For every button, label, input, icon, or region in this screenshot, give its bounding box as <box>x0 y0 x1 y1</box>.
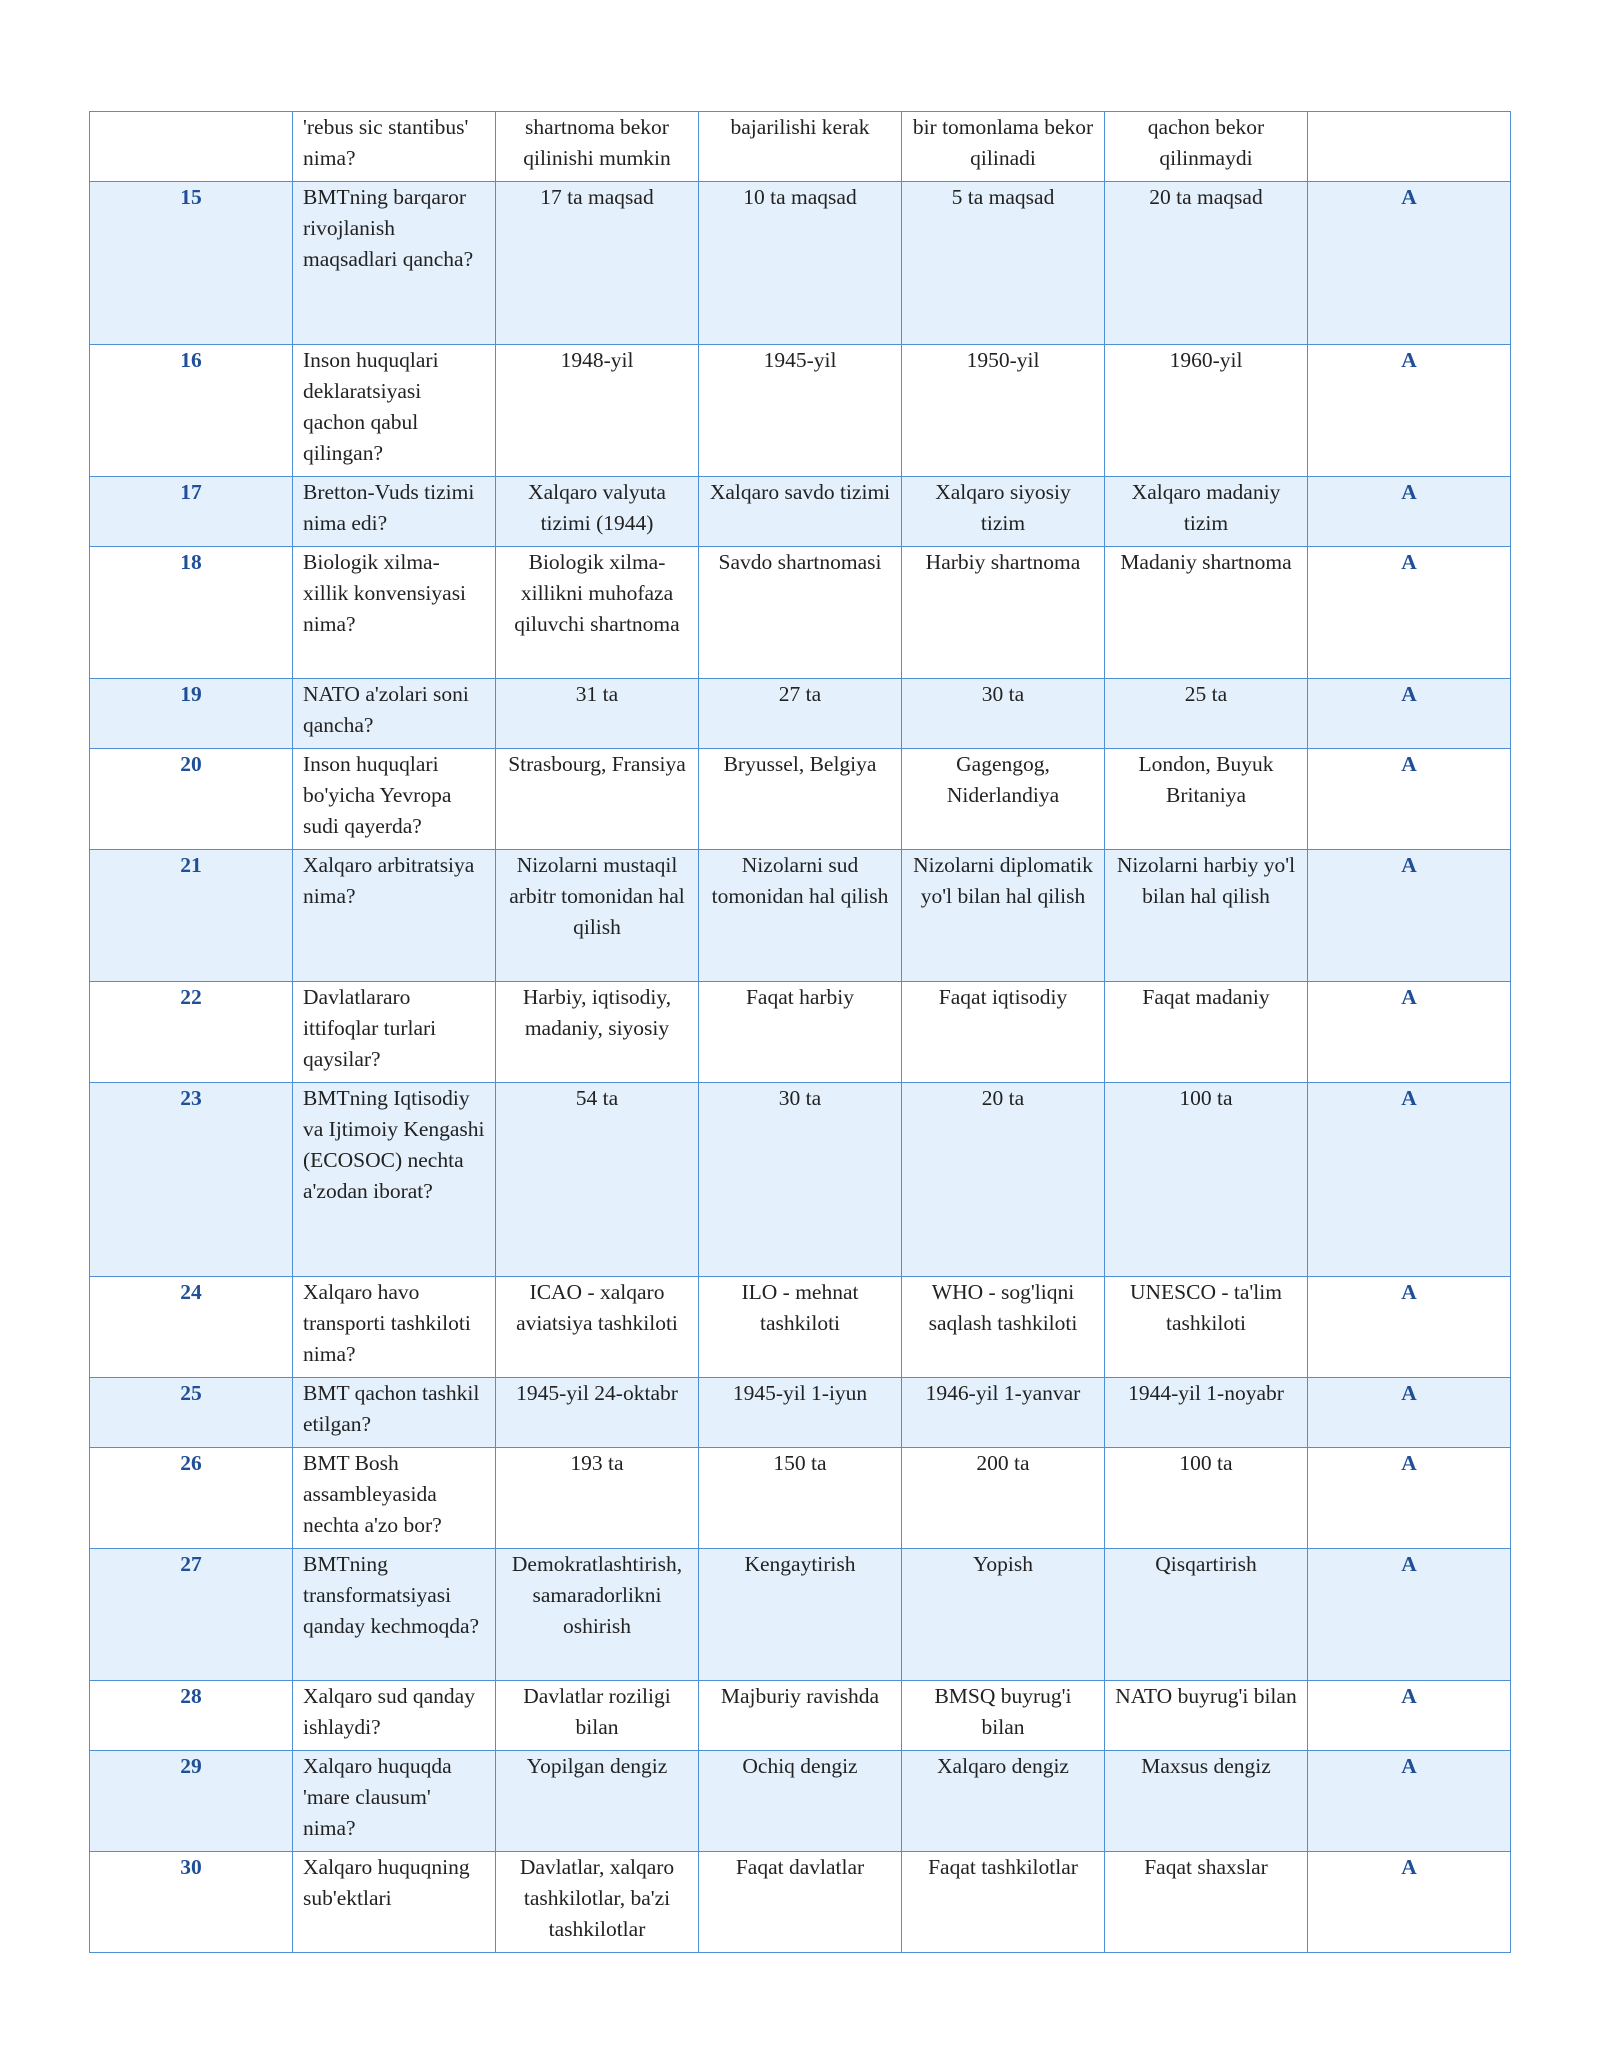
question-number: 26 <box>90 1448 293 1549</box>
option-b: bajarilishi kerak <box>699 112 902 182</box>
table-row <box>90 1378 1511 1448</box>
option-c: Xalqaro siyosiy tizim <box>902 477 1105 547</box>
question-number: 20 <box>90 749 293 850</box>
question-number: 27 <box>90 1549 293 1681</box>
option-b: 27 ta <box>699 679 902 749</box>
option-d: UNESCO - ta'lim tashkiloti <box>1105 1277 1308 1378</box>
question-number <box>90 112 293 182</box>
correct-answer: A <box>1308 1751 1511 1852</box>
option-a: Davlatlar, xalqaro tashkilotlar, ba'zi tashkilotlar <box>496 1852 699 1953</box>
option-a: 1945-yil 24-oktabr <box>496 1378 699 1448</box>
table-row <box>90 679 1511 749</box>
option-d: Madaniy shartnoma <box>1105 547 1308 679</box>
question-number: 29 <box>90 1751 293 1852</box>
question-number: 23 <box>90 1083 293 1277</box>
option-d: 25 ta <box>1105 679 1308 749</box>
question-text: BMTning Iqtisodiy va Ijtimoiy Kengashi (ECOSOC) nechta a'zodan iborat? <box>293 1083 496 1277</box>
correct-answer: A <box>1308 850 1511 982</box>
option-b: Ochiq dengiz <box>699 1751 902 1852</box>
question-text: Inson huquqlari deklaratsiyasi qachon qabul qilingan? <box>293 345 496 477</box>
option-c: Xalqaro dengiz <box>902 1751 1105 1852</box>
correct-answer: A <box>1308 1277 1511 1378</box>
option-c: bir tomonlama bekor qilinadi <box>902 112 1105 182</box>
option-d: London, Buyuk Britaniya <box>1105 749 1308 850</box>
option-c: Harbiy shartnoma <box>902 547 1105 679</box>
question-text: 'rebus sic stantibus' nima? <box>293 112 496 182</box>
option-d: 20 ta maqsad <box>1105 182 1308 345</box>
option-b: ILO - mehnat tashkiloti <box>699 1277 902 1378</box>
question-number: 25 <box>90 1378 293 1448</box>
question-number: 22 <box>90 982 293 1083</box>
question-text: BMTning transformatsiyasi qanday kechmoqda? <box>293 1549 496 1681</box>
option-b: 1945-yil 1-iyun <box>699 1378 902 1448</box>
table-row <box>90 1681 1511 1751</box>
table-row <box>90 182 1511 345</box>
option-a: Xalqaro valyuta tizimi (1944) <box>496 477 699 547</box>
question-text: BMT Bosh assambleyasida nechta a'zo bor? <box>293 1448 496 1549</box>
option-b: 30 ta <box>699 1083 902 1277</box>
question-text: Xalqaro havo transporti tashkiloti nima? <box>293 1277 496 1378</box>
option-d: 1960-yil <box>1105 345 1308 477</box>
option-c: WHO - sog'liqni saqlash tashkiloti <box>902 1277 1105 1378</box>
option-b: Savdo shartnomasi <box>699 547 902 679</box>
question-text: BMTning barqaror rivojlanish maqsadlari qancha? <box>293 182 496 345</box>
correct-answer <box>1308 112 1511 182</box>
option-b: 1945-yil <box>699 345 902 477</box>
correct-answer: A <box>1308 547 1511 679</box>
correct-answer: A <box>1308 1852 1511 1953</box>
option-d: Qisqartirish <box>1105 1549 1308 1681</box>
option-d: Faqat shaxslar <box>1105 1852 1308 1953</box>
option-d: Xalqaro madaniy tizim <box>1105 477 1308 547</box>
option-a: 31 ta <box>496 679 699 749</box>
table-row <box>90 1277 1511 1378</box>
question-text: NATO a'zolari soni qancha? <box>293 679 496 749</box>
option-d: NATO buyrug'i bilan <box>1105 1681 1308 1751</box>
option-d: Faqat madaniy <box>1105 982 1308 1083</box>
option-a: Nizolarni mustaqil arbitr tomonidan hal qilish <box>496 850 699 982</box>
table-row <box>90 112 1511 182</box>
correct-answer: A <box>1308 749 1511 850</box>
table-row <box>90 547 1511 679</box>
option-c: Yopish <box>902 1549 1105 1681</box>
option-b: Bryussel, Belgiya <box>699 749 902 850</box>
question-text: BMT qachon tashkil etilgan? <box>293 1378 496 1448</box>
option-a: Biologik xilma-xillikni muhofaza qiluvchi shartnoma <box>496 547 699 679</box>
option-a: ICAO - xalqaro aviatsiya tashkiloti <box>496 1277 699 1378</box>
table-row <box>90 1549 1511 1681</box>
option-c: Faqat iqtisodiy <box>902 982 1105 1083</box>
option-d: Nizolarni harbiy yo'l bilan hal qilish <box>1105 850 1308 982</box>
question-number: 19 <box>90 679 293 749</box>
question-text: Inson huquqlari bo'yicha Yevropa sudi qayerda? <box>293 749 496 850</box>
question-text: Xalqaro huquqning sub'ektlari <box>293 1852 496 1953</box>
question-number: 18 <box>90 547 293 679</box>
option-a: Strasbourg, Fransiya <box>496 749 699 850</box>
option-a: Yopilgan dengiz <box>496 1751 699 1852</box>
option-d: Maxsus dengiz <box>1105 1751 1308 1852</box>
question-text: Davlatlararo ittifoqlar turlari qaysilar? <box>293 982 496 1083</box>
option-a: Davlatlar roziligi bilan <box>496 1681 699 1751</box>
option-b: Nizolarni sud tomonidan hal qilish <box>699 850 902 982</box>
table-row <box>90 850 1511 982</box>
correct-answer: A <box>1308 679 1511 749</box>
option-b: 150 ta <box>699 1448 902 1549</box>
correct-answer: A <box>1308 1378 1511 1448</box>
question-number: 21 <box>90 850 293 982</box>
correct-answer: A <box>1308 182 1511 345</box>
option-d: 1944-yil 1-noyabr <box>1105 1378 1308 1448</box>
option-b: Xalqaro savdo tizimi <box>699 477 902 547</box>
option-a: 54 ta <box>496 1083 699 1277</box>
option-d: 100 ta <box>1105 1083 1308 1277</box>
correct-answer: A <box>1308 1681 1511 1751</box>
question-number: 30 <box>90 1852 293 1953</box>
question-number: 17 <box>90 477 293 547</box>
option-b: Faqat harbiy <box>699 982 902 1083</box>
correct-answer: A <box>1308 1083 1511 1277</box>
option-b: Kengaytirish <box>699 1549 902 1681</box>
option-c: 20 ta <box>902 1083 1105 1277</box>
correct-answer: A <box>1308 1448 1511 1549</box>
question-text: Xalqaro sud qanday ishlaydi? <box>293 1681 496 1751</box>
table-row <box>90 1448 1511 1549</box>
option-c: Gagengog, Niderlandiya <box>902 749 1105 850</box>
option-b: Majburiy ravishda <box>699 1681 902 1751</box>
option-c: 5 ta maqsad <box>902 182 1105 345</box>
option-a: shartnoma bekor qilinishi mumkin <box>496 112 699 182</box>
table-row <box>90 1852 1511 1953</box>
option-a: 193 ta <box>496 1448 699 1549</box>
option-a: 1948-yil <box>496 345 699 477</box>
option-c: Nizolarni diplomatik yo'l bilan hal qilish <box>902 850 1105 982</box>
question-text: Biologik xilma-xillik konvensiyasi nima? <box>293 547 496 679</box>
option-c: Faqat tashkilotlar <box>902 1852 1105 1953</box>
option-b: 10 ta maqsad <box>699 182 902 345</box>
table-row <box>90 477 1511 547</box>
option-c: 1950-yil <box>902 345 1105 477</box>
question-text: Bretton-Vuds tizimi nima edi? <box>293 477 496 547</box>
quiz-table <box>89 111 1511 1953</box>
table-row <box>90 345 1511 477</box>
option-c: BMSQ buyrug'i bilan <box>902 1681 1105 1751</box>
option-b: Faqat davlatlar <box>699 1852 902 1953</box>
question-text: Xalqaro arbitratsiya nima? <box>293 850 496 982</box>
question-number: 28 <box>90 1681 293 1751</box>
option-a: 17 ta maqsad <box>496 182 699 345</box>
option-c: 1946-yil 1-yanvar <box>902 1378 1105 1448</box>
question-text: Xalqaro huquqda 'mare clausum' nima? <box>293 1751 496 1852</box>
question-number: 24 <box>90 1277 293 1378</box>
table-row <box>90 749 1511 850</box>
option-a: Demokratlashtirish, samaradorlikni oshirish <box>496 1549 699 1681</box>
correct-answer: A <box>1308 982 1511 1083</box>
correct-answer: A <box>1308 477 1511 547</box>
table-row <box>90 1083 1511 1277</box>
correct-answer: A <box>1308 345 1511 477</box>
table-row <box>90 982 1511 1083</box>
question-number: 15 <box>90 182 293 345</box>
option-c: 30 ta <box>902 679 1105 749</box>
option-c: 200 ta <box>902 1448 1105 1549</box>
option-d: 100 ta <box>1105 1448 1308 1549</box>
question-number: 16 <box>90 345 293 477</box>
correct-answer: A <box>1308 1549 1511 1681</box>
option-a: Harbiy, iqtisodiy, madaniy, siyosiy <box>496 982 699 1083</box>
table-row <box>90 1751 1511 1852</box>
option-d: qachon bekor qilinmaydi <box>1105 112 1308 182</box>
